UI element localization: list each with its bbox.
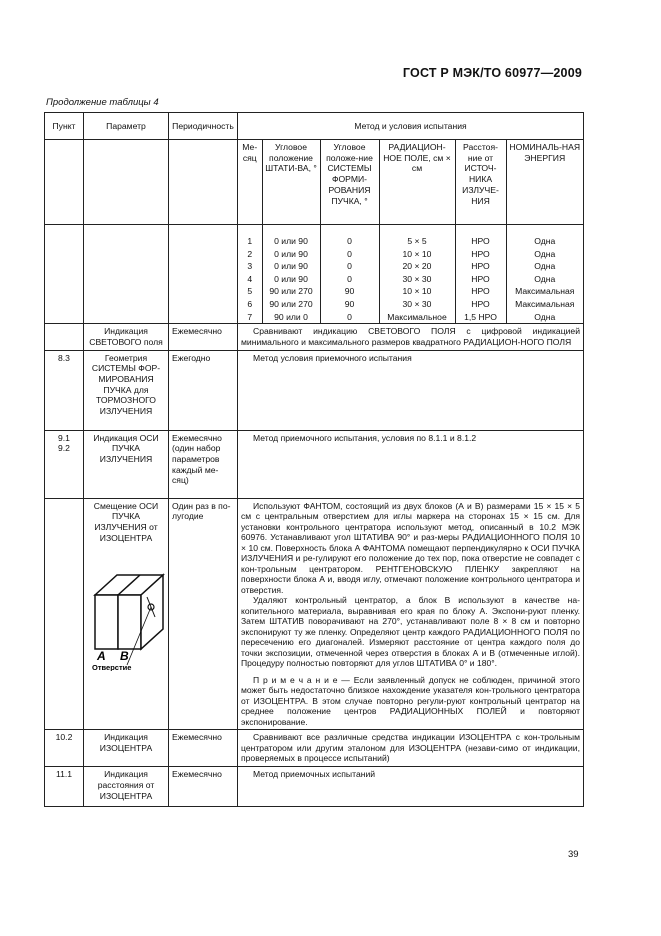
parameter-text: Смещение ОСИ ПУЧКА ИЗЛУЧЕНИЯ от ИЗОЦЕНТРА xyxy=(93,500,159,543)
subheader-row xyxy=(45,140,584,225)
cell: 0 или 90 xyxy=(262,260,320,273)
cell: 10 × 10 xyxy=(379,285,455,298)
hole-label: Отверстие xyxy=(92,663,132,672)
subheader-source-distance: Расстоя-ние от ИСТОЧ-НИКА ИЗЛУЧЕ-НИЯ xyxy=(455,140,506,224)
method-cell: Метод приемочных испытаний xyxy=(238,767,584,807)
cell: 0 или 90 xyxy=(262,273,320,286)
cell: 30 × 30 xyxy=(379,298,455,311)
table-row xyxy=(45,350,584,430)
table-row xyxy=(45,730,584,767)
parameter-cell: Индикация СВЕТОВОГО поля xyxy=(84,324,169,350)
method-cell xyxy=(238,498,584,730)
method-note: П р и м е ч а н и е — Если заявленный допуск не соблюден, причиной этого может быть недостаточно близкое нахождение указателя кон-трольного центратора от ИЗОЦЕНТРА. В этом случае повторно регули-руют контрольный центратор на среднее положение центров РАДИАЦИОННЫХ ПОЛЕЙ и повторяют экспонирование. xyxy=(241,674,580,727)
cell: 6 xyxy=(247,298,253,309)
table-row xyxy=(45,324,584,350)
cell: 4 xyxy=(247,273,253,284)
block-a-label: А xyxy=(97,649,106,664)
cell: 0 или 90 xyxy=(262,248,320,261)
subheader-month: Ме-сяц xyxy=(242,142,258,163)
cell: 10 × 10 xyxy=(379,248,455,261)
cell: Одна xyxy=(506,273,583,286)
document-standard-header: ГОСТ Р МЭК/ТО 60977—2009 xyxy=(402,66,582,80)
punkt-cell: 11.1 xyxy=(45,767,84,807)
cell: НРО xyxy=(455,273,506,286)
table-row xyxy=(238,248,583,261)
cell: НРО xyxy=(455,260,506,273)
subheader-nominal-energy: НОМИНАЛЬ-НАЯ ЭНЕРГИЯ xyxy=(506,140,583,224)
cell: Максимальное xyxy=(379,311,455,324)
cell: 90 или 270 xyxy=(262,298,320,311)
period-cell: Один раз в по-лугодие xyxy=(169,498,238,730)
cell: 30 × 30 xyxy=(379,273,455,286)
cell: 3 xyxy=(247,261,253,272)
punkt-cell: 10.2 xyxy=(45,730,84,767)
cell: 0 xyxy=(320,273,379,286)
period-cell: Ежемесячно xyxy=(169,730,238,767)
punkt-cell xyxy=(45,498,84,730)
cell: 90 xyxy=(320,285,379,298)
method-cell: Метод приемочного испытания, условия по 8.1.1 и 8.1.2 xyxy=(238,430,584,498)
subheader-gantry-angle: Угловое положение ШТАТИ-ВА, ° xyxy=(262,140,320,224)
cell: 7 xyxy=(247,311,253,322)
table-row xyxy=(45,767,584,807)
test-method-table xyxy=(44,112,584,807)
punkt-cell: 9.1 9.2 xyxy=(45,430,84,498)
header-method: Метод и условия испытания xyxy=(238,113,584,140)
monthly-subheader xyxy=(238,140,583,224)
table-row xyxy=(238,235,583,248)
period-cell: Ежегодно xyxy=(169,350,238,430)
punkt-cell: 8.3 xyxy=(45,350,84,430)
cell: Одна xyxy=(506,260,583,273)
method-paragraph: Используют ФАНТОМ, состоящий из двух блоков (А и В) размерами 15 × 15 × 5 см с центральным отверстием для иглы маркера на сторонах 15 × 15 см. Для установки контрольного центратора используют метод, описанный в 10.2 МЭК 60976. Устанавливают угол ШТАТИВА 90° и раз-меры РАДИАЦИОННОГО ПОЛЯ 10 × 10 см. Поверхность блока А ФАНТОМА помещают перпендикулярно к ОСИ ПУЧКА ИЗЛУЧЕНИЯ и ре-гулируют его положение до тех пор, пока отверстие не совпадет с кон-трольным центратором. РЕНТГЕНОВСКУЮ ПЛЕНКУ закрепляют на поверхности блока А и, вводя иглу, отмечают положение контрольного центратора и отверстия. xyxy=(241,500,580,595)
cell: Одна xyxy=(506,311,583,324)
table-row xyxy=(45,430,584,498)
cell: Максимальная xyxy=(506,285,583,298)
table-header-row xyxy=(45,113,584,140)
cell: НРО xyxy=(455,235,506,248)
monthly-schedule-row xyxy=(45,225,584,324)
parameter-cell: Геометрия СИСТЕМЫ ФОР-МИРОВАНИЯ ПУЧКА для ТОРМОЗНОГО ИЗЛУЧЕНИЯ xyxy=(84,350,169,430)
parameter-cell xyxy=(84,498,169,730)
method-cell: Сравнивают все различные средства индикации ИЗОЦЕНТРА с кон-трольным центратором или другим эталоном для ИЗОЦЕНТРА (незави-симо от индикации, проверяемых в процессе испытаний) xyxy=(238,730,584,767)
cell: 5 × 5 xyxy=(379,235,455,248)
parameter-cell: Индикация ОСИ ПУЧКА ИЗЛУЧЕНИЯ xyxy=(84,430,169,498)
cell: 0 xyxy=(320,235,379,248)
cell: 0 xyxy=(320,260,379,273)
header-punkt: Пункт xyxy=(45,113,84,140)
cell: 90 или 270 xyxy=(262,285,320,298)
cell: 20 × 20 xyxy=(379,260,455,273)
table-row xyxy=(238,273,583,286)
table-row xyxy=(45,498,584,730)
cell: Одна xyxy=(506,248,583,261)
cell: 0 xyxy=(320,311,379,324)
cell: Максимальная xyxy=(506,298,583,311)
table-row xyxy=(238,285,583,298)
block-b-label: В xyxy=(120,649,129,664)
cell: Одна xyxy=(506,235,583,248)
header-periodicity: Периодичность xyxy=(169,113,238,140)
cell: 90 или 0 xyxy=(262,311,320,324)
cell: 2 xyxy=(247,248,253,259)
monthly-schedule xyxy=(238,225,583,323)
method-paragraph: Удаляют контрольный центратор, а блок В используют в качестве на-копительного материала, выравнивая его края по блоку А. Экспони-руют пленку. Затем ШТАТИВ поворачивают на 270°, устанавливают поле 8 × 8 см и повторно экспонируют ту же пленку. Определяют центр каждого РАДИАЦИОННОГО ПОЛЯ по пересечению его диагоналей. Измеряют расстояние от центра каждого поля до точки экспозиции, отмеченной через отверстия в блоках А и В (отмеченные иглой). Процедуру полностью повторяют для углов ШТАТИВА 0° и 180°. xyxy=(241,595,580,669)
subheader-field-size: РАДИАЦИОН-НОЕ ПОЛЕ, см × см xyxy=(379,140,455,224)
period-cell: Ежемесячно xyxy=(169,324,238,350)
table-row xyxy=(238,260,583,273)
period-cell: Ежемесячно xyxy=(169,767,238,807)
header-parameter: Параметр xyxy=(84,113,169,140)
table-row xyxy=(238,298,583,311)
parameter-cell: Индикация расстояния от ИЗОЦЕНТРА xyxy=(84,767,169,807)
page-number: 39 xyxy=(568,849,579,860)
phantom-blocks-diagram xyxy=(87,547,165,671)
phantom-figure xyxy=(87,547,165,674)
punkt-cell xyxy=(45,324,84,350)
table-row xyxy=(238,311,583,324)
period-cell: Ежемесячно (один набор параметров каждый ме-сяц) xyxy=(169,430,238,498)
cell: 5 xyxy=(247,286,253,297)
cell: НРО xyxy=(455,298,506,311)
cell: 1 xyxy=(247,236,253,246)
cell: 1,5 НРО xyxy=(455,311,506,324)
method-cell: Метод условия приемочного испытания xyxy=(238,350,584,430)
cell: 0 xyxy=(320,248,379,261)
cell: НРО xyxy=(455,285,506,298)
subheader-collimator-angle: Угловое положе-ние СИСТЕМЫ ФОРМИ-РОВАНИЯ ПУЧКА, ° xyxy=(320,140,379,224)
method-cell: Сравнивают индикацию СВЕТОВОГО ПОЛЯ с цифровой индикацией минимального и максимального размеров квадратного РАДИАЦИОН-НОГО ПОЛЯ xyxy=(238,324,584,350)
cell: 90 xyxy=(320,298,379,311)
parameter-cell: Индикация ИЗОЦЕНТРА xyxy=(84,730,169,767)
cell: 0 или 90 xyxy=(262,235,320,248)
cell: НРО xyxy=(455,248,506,261)
table-caption: Продолжение таблицы 4 xyxy=(46,97,159,108)
